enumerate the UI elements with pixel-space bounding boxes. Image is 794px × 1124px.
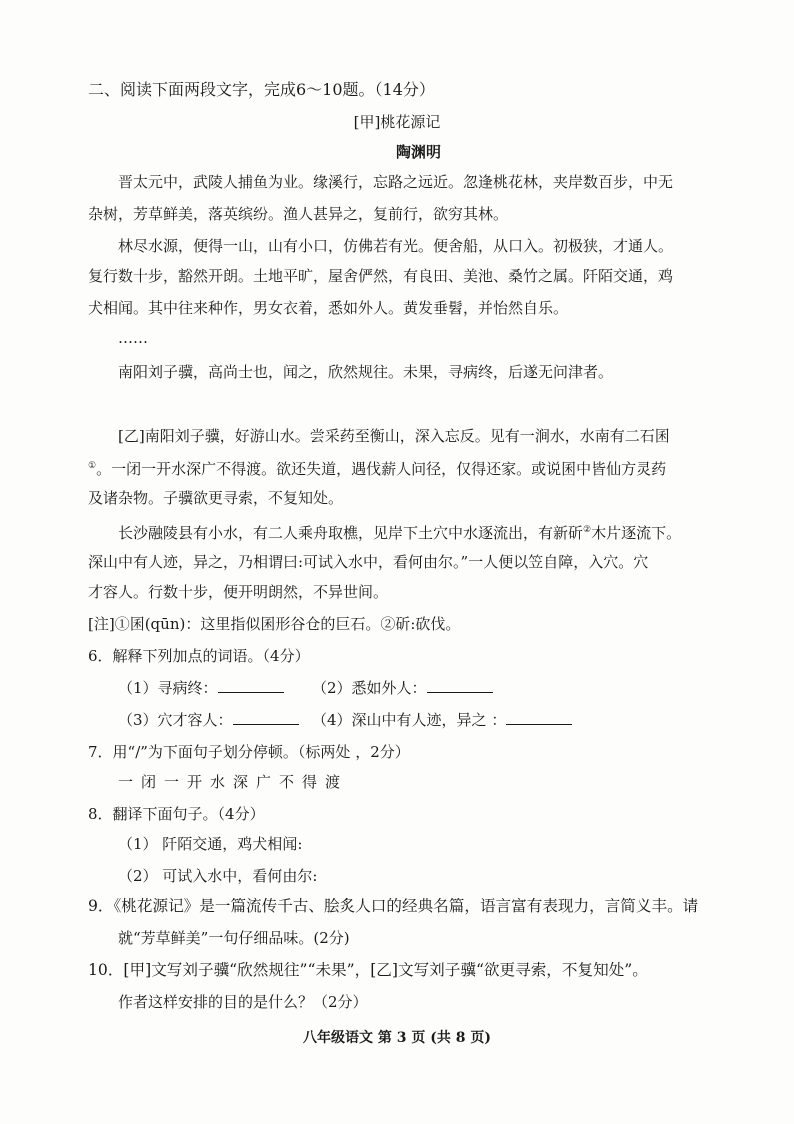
passage-a-line: 杂树，芳草鲜美，落英缤纷。渔人甚异之，复前行，欲穷其林。 <box>88 205 509 223</box>
passage-b-line <box>88 456 666 479</box>
question-7-stem: 7．用“/”为下面句子划分停顿。（标两处 ，2分） <box>88 743 410 761</box>
passage-a-title: [甲]桃花源记 <box>353 113 441 131</box>
passage-b-text: 。一闭一开水深广不得渡。欲还失道，遇伐薪人问径，仅得还家。或说囷中皆仙方灵药 <box>96 460 667 478</box>
passage-a-line: 犬相闻。其中往来种作，男女衣着，悉如外人。黄发垂髫，并怡然自乐。 <box>88 299 569 317</box>
question-8-stem: 8．翻译下面句子。（4分） <box>88 805 265 823</box>
passage-b-text: 长沙融陵县有小水，有二人乘舟取樵，见岸下土穴中水逐流出，有新斫 <box>118 524 584 542</box>
question-6-item: （1）寻病终： <box>118 678 284 698</box>
passage-b-line: 才容人。行数十步，便开明朗然，不异世间。 <box>88 583 389 601</box>
passage-a-ellipsis: …… <box>118 329 148 347</box>
question-6-stem: 6．解释下列加点的词语。（4分） <box>88 647 310 665</box>
section-heading: 二、阅读下面两段文字，完成6～10题。（14分） <box>88 80 435 99</box>
passage-a-author: 陶渊明 <box>396 143 442 161</box>
question-8-item: （1） 阡陌交通，鸡犬相闻: <box>118 835 303 853</box>
answer-blank[interactable] <box>506 710 572 725</box>
passage-a-line: 南阳刘子骥，高尚士也，闻之，欣然规往。未果，寻病终，后遂无问津者。 <box>118 363 614 381</box>
question-8-item: （2） 可试入水中，看何由尔: <box>118 867 318 885</box>
question-10-text: 作者这样安排的目的是什么？（2分） <box>118 993 368 1011</box>
passage-b-line <box>118 520 681 543</box>
question-9-text: 就“芳草鲜美”一句仔细品味。(2分) <box>118 929 350 947</box>
question-6-item: （2）悉如外人： <box>312 678 493 698</box>
passage-b-line: 深山中有人迹，异之，乃相谓曰:可试入水中，看何由尔。”一人便以笠自障，入穴。穴 <box>88 553 649 571</box>
passage-a-line: 晋太元中，武陵人捕鱼为业。缘溪行，忘路之远近。忽逢桃花林，夹岸数百步，中无 <box>118 173 674 191</box>
question-9-text: 9．《桃花源记》是一篇流传千古、脍炙人口的经典名篇，语言富有表现力，言简义丰。请 <box>88 897 699 915</box>
answer-blank[interactable] <box>233 710 299 725</box>
passage-b-line: [乙]南阳刘子骥，好游山水。尝采药至衡山，深入忘反。见有一涧水，水南有二石囷 <box>118 427 670 445</box>
passage-a-line: 复行数十步，豁然开朗。土地平旷，屋舍俨然，有良田、美池、桑竹之属。阡陌交通，鸡 <box>88 267 674 285</box>
answer-blank[interactable] <box>427 678 493 693</box>
passage-b-line: 及诸杂物。子骥欲更寻索，不复知处。 <box>88 489 344 507</box>
question-7-sentence: 一闭一开水深广不得渡 <box>118 773 349 791</box>
page-footer: 八年级语文 第 3 页 (共 8 页) <box>303 1030 491 1046</box>
note-marker: ② <box>583 525 592 535</box>
question-6-item: （4）深山中有人迹，异之 ： <box>312 710 572 730</box>
passage-b-text: 木片逐流下。 <box>591 524 682 542</box>
answer-blank[interactable] <box>218 678 284 693</box>
note-marker: ① <box>88 461 97 471</box>
question-6-item: （3）穴才容人： <box>118 710 299 730</box>
notes: [注]①囷(qūn)：这里指似囷形谷仓的巨石。②斫:砍伐。 <box>88 615 461 633</box>
question-10-text: 10．[甲]文写刘子骥“欣然规往”“未果”，[乙]文写刘子骥“欲更寻索，不复知处”。 <box>88 961 648 979</box>
passage-a-line: 林尽水源，便得一山，山有小口，仿佛若有光。便舍船，从口入。初极狭，才通人。 <box>118 237 674 255</box>
